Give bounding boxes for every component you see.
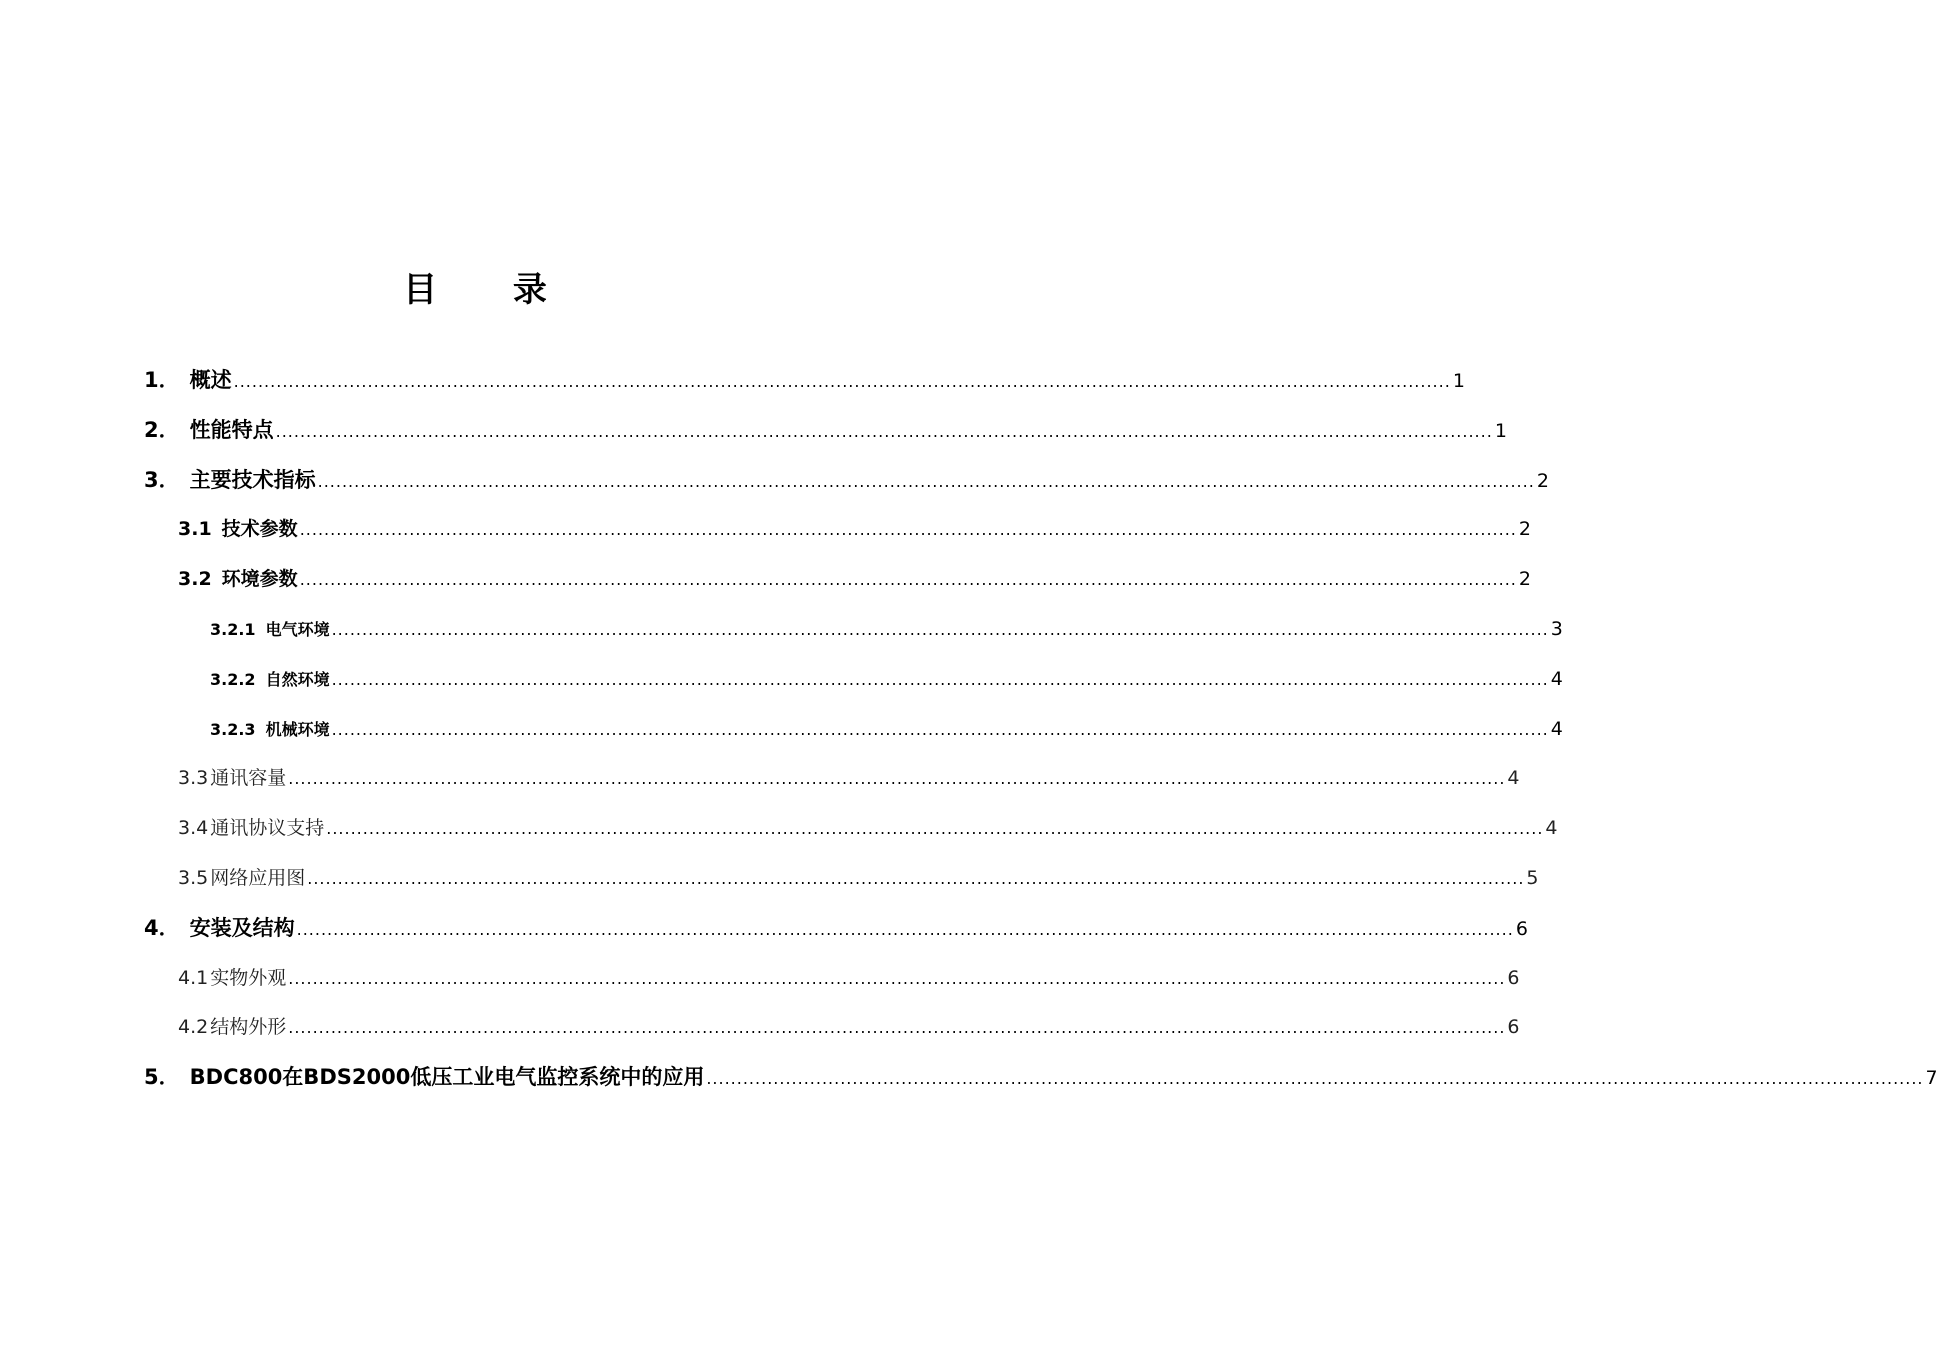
- toc-page-number: 6: [1507, 1016, 1520, 1039]
- toc-page-number: 6: [1515, 917, 1528, 940]
- toc-entry-number: 3.2.1: [210, 620, 256, 639]
- toc-entry-label: 性能特点: [189, 417, 274, 442]
- toc-entry-number: 3．: [144, 467, 180, 492]
- toc-entry-label: 通讯容量: [210, 767, 287, 790]
- toc-entry-number: 5．: [144, 1065, 180, 1090]
- toc-entry-number: 3.5: [178, 867, 209, 889]
- toc-entry-number: 3.1: [178, 518, 212, 541]
- toc-entry[interactable]: [144, 365, 1465, 395]
- toc-dot-leader: ........................................................................................................................................................................................................: [307, 869, 1525, 888]
- toc-entry-number: 4.1: [178, 966, 209, 989]
- toc-dot-leader: ........................................................................................................................................................................................................: [299, 520, 1517, 540]
- toc-entry-label: 主要技术指标: [189, 467, 316, 492]
- toc-entry[interactable]: [178, 1012, 1520, 1042]
- toc-entry-label: 结构外形: [210, 1016, 287, 1039]
- toc-entry-number: 4．: [144, 915, 180, 940]
- toc-entry-number: 3.4: [178, 817, 209, 840]
- toc-entry[interactable]: [210, 714, 1563, 744]
- toc-entry[interactable]: [210, 664, 1563, 694]
- toc-entry[interactable]: [178, 863, 1539, 893]
- toc-dot-leader: ........................................................................................................................................................................................................: [299, 570, 1517, 590]
- toc-dot-leader: ........................................................................................................................................................................................................: [331, 669, 1549, 689]
- toc-page-number: 1: [1452, 370, 1465, 392]
- toc-page-number: 2: [1536, 469, 1549, 492]
- toc-page-number: 3: [1550, 618, 1563, 640]
- toc-entry-label: 安装及结构: [189, 915, 295, 940]
- toc-entry[interactable]: [178, 514, 1531, 544]
- toc-dot-leader: ........................................................................................................................................................................................................: [233, 372, 1451, 391]
- toc-page-number: 4: [1507, 767, 1520, 790]
- toc-dot-leader: ........................................................................................................................................................................................................: [331, 620, 1549, 639]
- toc-entry-label: 通讯协议支持: [210, 817, 325, 840]
- toc-dot-leader: ........................................................................................................................................................................................................: [317, 471, 1535, 491]
- toc-entry-number: 4.2: [178, 1016, 209, 1039]
- toc-dot-leader: ........................................................................................................................................................................................................: [326, 819, 1544, 839]
- toc-entry-label: 概述: [189, 368, 232, 392]
- toc-entry[interactable]: [144, 465, 1549, 495]
- toc-entry[interactable]: [178, 963, 1520, 993]
- toc-page-number: 2: [1518, 568, 1531, 591]
- toc-entry-label: 技术参数: [221, 518, 298, 541]
- toc-page-number: 7: [1925, 1067, 1938, 1090]
- toc-entry-label: 实物外观: [210, 966, 287, 989]
- toc-page-number: 4: [1550, 667, 1563, 690]
- toc-entry-number: 1．: [144, 368, 180, 392]
- toc-dot-leader: ........................................................................................................................................................................................................: [288, 1018, 1506, 1038]
- toc-entry-number: 3.3: [178, 767, 209, 790]
- toc-entry-number: 3.2.3: [210, 719, 256, 739]
- toc-page-number: 4: [1545, 817, 1558, 840]
- toc-entry[interactable]: [144, 415, 1507, 445]
- page-title: 目 录: [403, 270, 579, 310]
- toc-page-number: 4: [1550, 717, 1563, 740]
- toc-dot-leader: ........................................................................................................................................................................................................: [331, 719, 1549, 739]
- toc-entry-label: BDC800在BDS2000低压工业电气监控系统中的应用: [189, 1065, 705, 1090]
- toc-page-number: 5: [1526, 867, 1539, 889]
- toc-entry-label: 自然环境: [265, 669, 330, 689]
- toc-dot-leader: ........................................................................................................................................................................................................: [288, 769, 1506, 789]
- toc-entry-label: 环境参数: [221, 568, 298, 591]
- toc-page-number: 2: [1518, 518, 1531, 541]
- toc-entry-label: 网络应用图: [210, 867, 306, 889]
- toc-page-number: 1: [1494, 419, 1507, 442]
- toc-entry-label: 电气环境: [265, 620, 330, 639]
- toc-entry-number: 3.2.2: [210, 669, 256, 689]
- toc-entry[interactable]: [144, 1062, 1938, 1092]
- toc-entry[interactable]: [178, 813, 1558, 843]
- toc-entry[interactable]: [178, 763, 1520, 793]
- toc-entry-number: 2．: [144, 417, 180, 442]
- toc-entry-number: 3.2: [178, 568, 212, 591]
- toc-dot-leader: ........................................................................................................................................................................................................: [706, 1069, 1924, 1089]
- toc-entry-label: 机械环境: [265, 719, 330, 739]
- toc-dot-leader: ........................................................................................................................................................................................................: [296, 919, 1514, 939]
- toc-page-number: 6: [1507, 966, 1520, 989]
- toc-entry[interactable]: [210, 614, 1563, 644]
- toc-dot-leader: ........................................................................................................................................................................................................: [288, 968, 1506, 988]
- toc-entry[interactable]: [178, 564, 1531, 594]
- toc-entry[interactable]: [144, 913, 1528, 943]
- toc-dot-leader: ........................................................................................................................................................................................................: [275, 421, 1493, 441]
